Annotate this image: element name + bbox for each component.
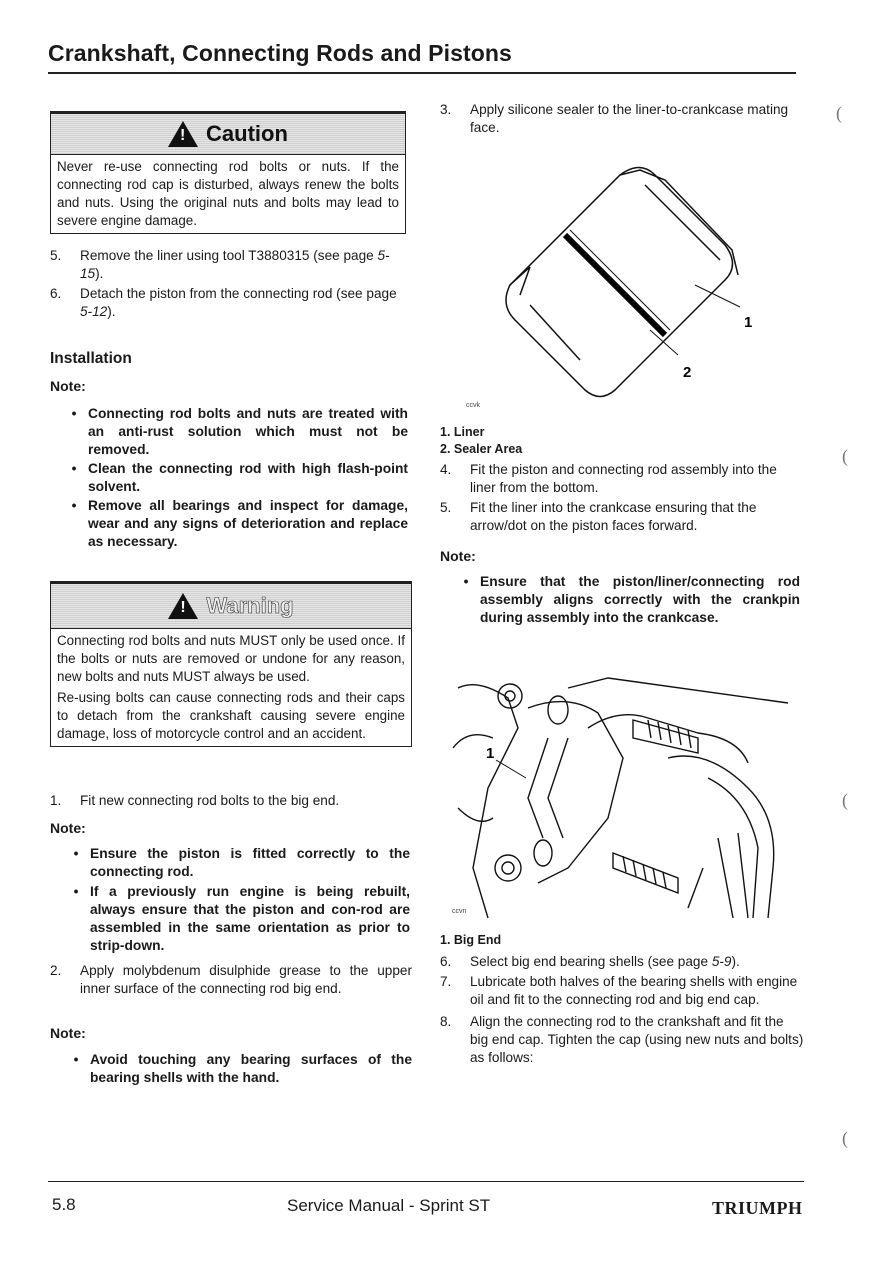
bullet-item: • Avoid touching any bearing surfaces of the bearing shells with the hand.	[73, 1052, 412, 1085]
step-item	[440, 953, 804, 971]
step-item	[440, 499, 800, 535]
callout-2: 2	[683, 364, 692, 381]
step-number: 1.	[50, 793, 62, 808]
page-number: 5.8	[52, 1195, 76, 1214]
callout-1: 1	[486, 745, 495, 762]
step-number: 5.	[50, 248, 62, 263]
step-item	[440, 1013, 804, 1067]
figure-caption: 1. Big End	[440, 933, 502, 947]
title-rule	[48, 72, 796, 74]
installation-bullets	[60, 405, 408, 551]
step-number: 7.	[440, 974, 452, 989]
note-label: Note:	[440, 548, 476, 564]
big-end-figure	[448, 668, 798, 920]
note3-bullets	[62, 1051, 412, 1087]
right-steps-a	[440, 461, 800, 535]
caution-title: Caution	[206, 121, 288, 146]
footer-rule	[48, 1181, 804, 1182]
step-number: 3.	[440, 102, 452, 117]
warning-title: Warning	[206, 593, 294, 618]
bullet-item: • If a previously run engine is being rebuilt, always ensure that the piston and con-rod are assembled in the same orientation as prior to strip-down.	[73, 884, 410, 953]
callout-1: 1	[744, 314, 753, 331]
step-item	[440, 461, 800, 497]
step-text: Fit the piston and connecting rod assembly into the liner from the bottom.	[470, 462, 777, 495]
left-steps-removal	[50, 247, 408, 321]
step-number: 4.	[440, 462, 452, 477]
margin-mark: (	[842, 446, 848, 466]
page-ref: 5-12	[80, 304, 108, 319]
warning-triangle-icon	[168, 593, 198, 619]
step-text: Apply silicone sealer to the liner-to-crankcase mating face.	[470, 102, 789, 135]
step-number: 6.	[440, 954, 452, 969]
step-tail: ).	[731, 954, 740, 969]
caution-box	[50, 111, 406, 234]
step-tail: ).	[107, 304, 116, 319]
bullet-text: If a previously run engine is being rebuilt, always ensure that the piston and con-rod are assembled in the same orientation as prior to strip-down.	[90, 884, 410, 953]
installation-heading: Installation	[50, 350, 132, 367]
bullet-text: Remove all bearings and inspect for damage, wear and any signs of deterioration and replace as necessary.	[88, 498, 408, 549]
liner-figure	[470, 155, 770, 415]
figure-caption-1: 1. Liner	[440, 425, 485, 439]
step-text: Fit the liner into the crankcase ensuring that the arrow/dot on the piston faces forward.	[470, 500, 757, 533]
step-tail: ).	[95, 266, 104, 281]
bullet-item: • Ensure that the piston/liner/connecting rod assembly aligns correctly with the crankpin during assembly into the crankcase.	[463, 574, 800, 625]
bullet-text: Ensure the piston is fitted correctly to the connecting rod.	[90, 846, 410, 879]
warning-text-1: Connecting rod bolts and nuts MUST only be used once. If the bolts or nuts are removed or undone for any reason, new bolts and nuts MUST always be used.	[57, 633, 405, 684]
bullet-text: Connecting rod bolts and nuts are treated with an anti-rust solution which must not be removed.	[88, 406, 408, 457]
warning-text-2: Re-using bolts can cause connecting rods and their caps to detach from the crankshaft causing severe engine damage, loss of motorcycle control and an accident.	[57, 690, 405, 741]
note-label: Note:	[50, 1025, 86, 1041]
step-item	[50, 247, 408, 283]
bullet-item: • Clean the connecting rod with high flash-point solvent.	[71, 461, 408, 494]
warning-box	[50, 581, 412, 747]
step-number: 6.	[50, 286, 62, 301]
step-text: Select big end bearing shells (see page	[470, 954, 712, 969]
step-text: Remove the liner using tool T3880315 (see page	[80, 248, 378, 263]
right-steps-b	[440, 953, 804, 1067]
step-text: Fit new connecting rod bolts to the big end.	[80, 793, 340, 808]
margin-mark: (	[836, 103, 842, 123]
warning-header	[51, 584, 411, 629]
step-text: Apply molybdenum disulphide grease to the upper inner surface of the connecting rod big end.	[80, 963, 412, 996]
bullet-item: • Remove all bearings and inspect for damage, wear and any signs of deterioration and replace as necessary.	[71, 498, 408, 549]
figure-caption-2: 2. Sealer Area	[440, 442, 523, 456]
step-number: 5.	[440, 500, 452, 515]
bullet-text: Clean the connecting rod with high flash-point solvent.	[88, 461, 408, 494]
bullet-text: Avoid touching any bearing surfaces of the bearing shells with the hand.	[90, 1052, 412, 1085]
margin-mark: (	[842, 790, 848, 810]
caution-text: Never re-use connecting rod bolts or nuts. If the connecting rod cap is disturbed, always renew the bolts and nuts. Using the original nuts and bolts may lead to severe engine damage.	[57, 159, 399, 228]
step-text: Align the connecting rod to the crankshaft and fit the big end cap. Tighten the cap (using new nuts and bolts) as follows:	[470, 1014, 804, 1065]
page-ref: 5-15	[80, 248, 390, 281]
bullet-item: • Ensure the piston is fitted correctly to the connecting rod.	[73, 846, 410, 879]
step-item	[50, 962, 412, 998]
figure-code: ccvk	[466, 402, 480, 409]
step-item	[50, 285, 408, 321]
step-text: Detach the piston from the connecting rod (see page	[80, 286, 397, 301]
step-item	[440, 973, 804, 1009]
triumph-logo: TRIUMPH	[712, 1198, 803, 1218]
warning-triangle-icon	[168, 121, 198, 147]
step-number: 2.	[50, 963, 62, 978]
note-label: Note:	[50, 378, 86, 394]
note-label: Note:	[50, 820, 86, 836]
footer-title: Service Manual - Sprint ST	[287, 1196, 491, 1215]
page-ref: 5-9	[711, 954, 732, 969]
step-item	[50, 792, 408, 810]
margin-mark: (	[842, 1128, 848, 1148]
note4-bullets	[452, 573, 800, 627]
step-number: 8.	[440, 1014, 452, 1029]
bullet-item: • Connecting rod bolts and nuts are treated with an anti-rust solution which must not be removed.	[71, 406, 408, 457]
step-text: Lubricate both halves of the bearing shells with engine oil and fit to the connecting rod and big end cap.	[470, 974, 798, 1007]
page-title: Crankshaft, Connecting Rods and Pistons	[48, 40, 512, 66]
step-item	[440, 101, 800, 137]
note2-bullets	[62, 845, 410, 955]
figure-code: ccvn	[452, 908, 467, 915]
caution-header	[51, 114, 405, 155]
bullet-text: Ensure that the piston/liner/connecting rod assembly aligns correctly with the crankpin during assembly into the crankcase.	[480, 574, 800, 625]
